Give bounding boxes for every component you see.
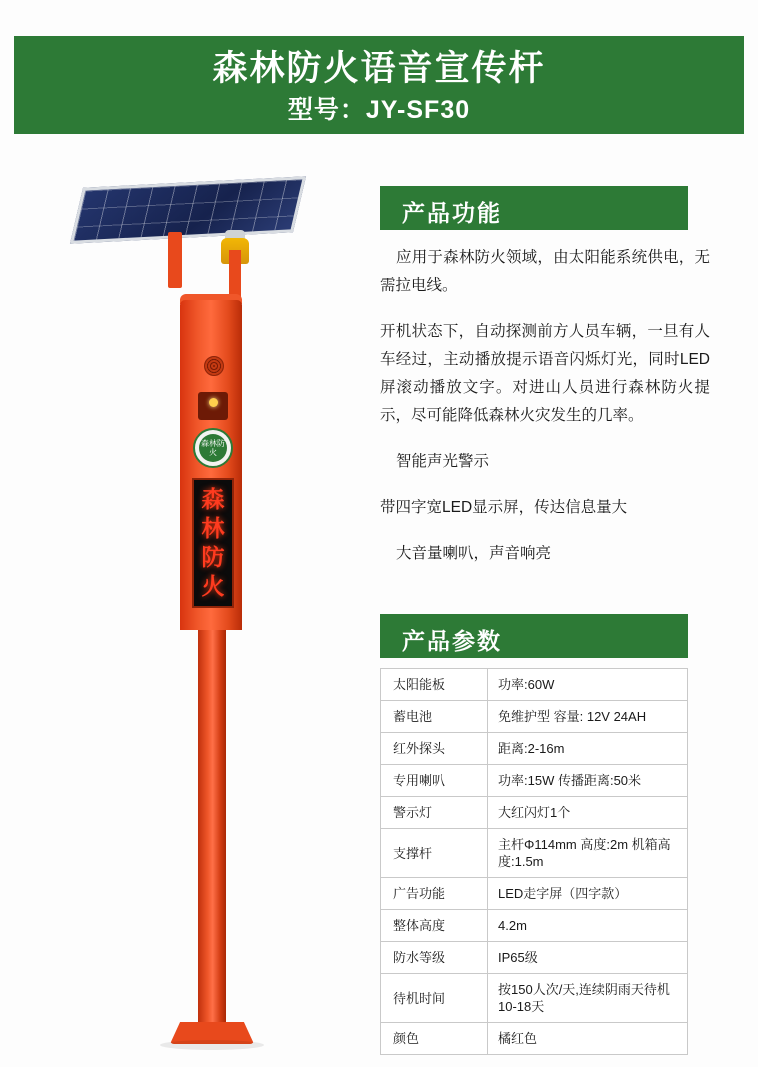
param-key: 防水等级	[381, 942, 488, 974]
table-row	[381, 765, 688, 797]
led-char-3: 防	[201, 544, 225, 570]
forest-fire-emblem-icon	[193, 428, 233, 468]
page-title: 森林防火语音宣传杆	[212, 49, 546, 88]
feature-paragraph-1: 应用于森林防火领域，由太阳能系统供电，无需拉电线。	[380, 249, 710, 294]
param-value: 距离:2-16m	[488, 733, 688, 765]
param-key: 专用喇叭	[381, 765, 488, 797]
led-display-screen	[192, 478, 234, 608]
led-char-1: 森	[201, 486, 225, 512]
table-row	[381, 942, 688, 974]
table-row	[381, 910, 688, 942]
emblem-inner-label: 森林防火	[199, 434, 227, 462]
table-row	[381, 829, 688, 878]
table-row	[381, 878, 688, 910]
speaker-icon	[204, 356, 224, 376]
param-value: IP65级	[488, 942, 688, 974]
header-banner	[14, 36, 744, 134]
led-char-4: 火	[201, 573, 225, 599]
feature-paragraph-3: 智能声光警示	[396, 453, 490, 470]
ground-shadow	[160, 1040, 264, 1050]
product-illustration	[20, 160, 350, 1050]
param-key: 支撑杆	[381, 829, 488, 878]
params-section-title: 产品参数	[380, 614, 688, 658]
param-value: 功率:15W 传播距离:50米	[488, 765, 688, 797]
table-row	[381, 669, 688, 701]
sensor-led-icon	[209, 398, 218, 407]
features-list	[380, 244, 710, 586]
param-key: 颜色	[381, 1023, 488, 1055]
param-value: 4.2m	[488, 910, 688, 942]
product-model: 型号：JY-SF30	[287, 96, 471, 124]
feature-paragraph-4: 带四字宽LED显示屏，传达信息量大	[380, 499, 628, 516]
table-row	[381, 974, 688, 1023]
support-pole	[198, 630, 226, 1030]
solar-panel-icon	[70, 176, 306, 243]
param-value: 免维护型 容量: 12V 24AH	[488, 701, 688, 733]
table-row	[381, 1023, 688, 1055]
param-value: 按150人次/天,连续阴雨天待机10-18天	[488, 974, 688, 1023]
param-key: 太阳能板	[381, 669, 488, 701]
table-row	[381, 733, 688, 765]
param-key: 红外探头	[381, 733, 488, 765]
param-key: 蓄电池	[381, 701, 488, 733]
features-section-title: 产品功能	[380, 186, 688, 230]
param-key: 整体高度	[381, 910, 488, 942]
param-value: 功率:60W	[488, 669, 688, 701]
table-row	[381, 797, 688, 829]
feature-paragraph-2: 开机状态下，自动探测前方人员车辆，一旦有人车经过，主动播放提示语音闪烁灯光，同时LED屏滚动播放文字。对进山人员进行森林防火提示，尽可能降低森林火灾发生的几率。	[380, 323, 710, 424]
param-key: 广告功能	[381, 878, 488, 910]
led-char-2: 林	[201, 515, 225, 541]
feature-paragraph-5: 大音量喇叭，声音响亮	[396, 545, 552, 562]
param-key: 待机时间	[381, 974, 488, 1023]
table-row	[381, 701, 688, 733]
param-value: LED走字屏（四字款）	[488, 878, 688, 910]
param-key: 警示灯	[381, 797, 488, 829]
param-value: 橘红色	[488, 1023, 688, 1055]
param-value: 大红闪灯1个	[488, 797, 688, 829]
param-value: 主杆Φ114mm 高度:2m 机箱高度:1.5m	[488, 829, 688, 878]
parameters-table	[380, 668, 688, 1055]
solar-panel-mount	[168, 232, 182, 288]
